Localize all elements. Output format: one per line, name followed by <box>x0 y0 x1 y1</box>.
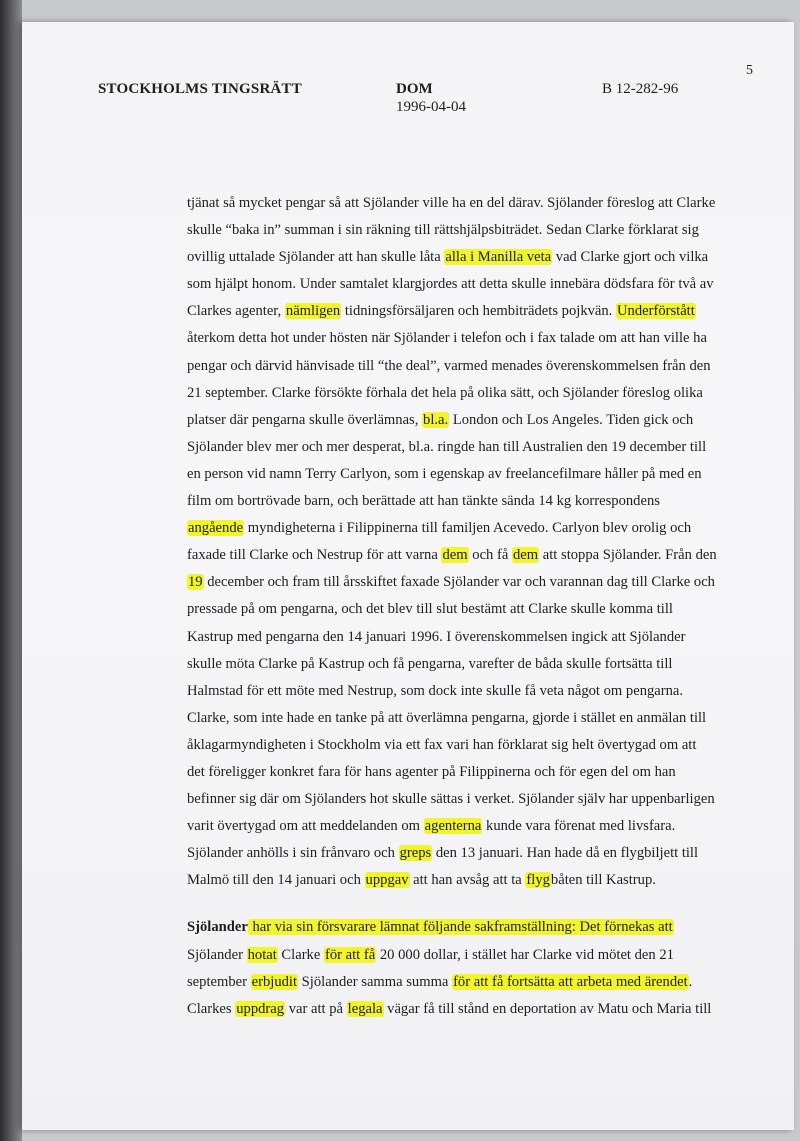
text-line <box>187 759 759 786</box>
highlighted-text: agenterna <box>424 818 482 835</box>
text-segment: platser där pengarna skulle överlämnas, <box>187 411 423 428</box>
document-type: DOM <box>396 81 433 97</box>
text-line <box>187 298 759 325</box>
highlighted-text: Underförstått <box>616 303 695 320</box>
text-line <box>187 867 759 894</box>
text-segment: vägar få till stånd en deportation av Matu och Maria till <box>383 1000 712 1017</box>
text-segment: tjänat så mycket pengar så att Sjölander ville ha en del därav. Sjölander föreslog att Clarke <box>187 195 716 211</box>
highlighted-text: greps <box>399 845 432 862</box>
text-segment: september <box>187 973 251 990</box>
text-line <box>187 651 759 678</box>
text-segment: befinner sig där om Sjölanders hot skulle sättas i verket. Sjölander själv har uppenbarligen <box>187 791 715 808</box>
text-segment: tidningsförsäljaren och hembiträdets pojkvän. <box>341 303 616 320</box>
text-segment: Sjölander samma summa <box>298 973 453 990</box>
text-line <box>187 914 759 941</box>
highlighted-text: flyg <box>526 872 550 889</box>
text-line <box>187 732 759 759</box>
text-segment: Clarke, som inte hade en tanke på att överlämna pengarna, gjorde i stället en anmälan till <box>187 709 707 726</box>
highlighted-text: dem <box>442 547 468 564</box>
text-line <box>187 434 759 461</box>
text-line <box>187 244 759 271</box>
highlighted-text: uppgav <box>365 872 409 889</box>
text-segment: skulle “baka in” summan i sin räkning till rättshjälpsbiträdet. Sedan Clarke förklarat sig <box>187 222 699 239</box>
text-segment: och få <box>468 547 512 564</box>
text-line <box>187 705 759 732</box>
text-segment: ovillig uttalade Sjölander att han skulle låta <box>187 249 445 266</box>
text-line <box>187 461 759 488</box>
text-line <box>187 353 759 380</box>
highlighted-text: erbjudit <box>251 973 298 990</box>
text-segment: film om bortrövade barn, och berättade att han tänkte sända 14 kg korrespondens <box>187 493 660 510</box>
text-line <box>187 996 759 1023</box>
text-segment: 21 september. Clarke försökte förhala det hela på olika sätt, och Sjölander föreslog olika <box>187 384 703 401</box>
highlighted-text: alla i Manilla veta <box>445 249 552 266</box>
text-segment: Halmstad för ett möte med Nestrup, som dock inte skulle få veta något om pengarna. <box>187 682 684 699</box>
text-line <box>187 542 759 569</box>
body-text <box>187 190 759 1023</box>
text-segment: båten till Kastrup. <box>550 872 656 889</box>
text-segment: att han avsåg att ta <box>409 872 526 889</box>
text-segment: pengar och därvid hänvisade till “the deal”, varmed menades överenskommelsen från den <box>187 357 711 374</box>
text-line <box>187 786 759 813</box>
text-segment: faxade till Clarke och Nestrup för att varna <box>187 547 442 564</box>
text-segment: 20 000 dollar, i stället har Clarke vid mötet den 21 <box>376 946 674 963</box>
text-line <box>187 678 759 705</box>
case-number: B 12-282-96 <box>602 81 679 97</box>
text-segment: åklagarmyndigheten i Stockholm via ett fax vari han förklarat sig helt övertygad om att <box>187 736 697 753</box>
text-line <box>187 942 759 969</box>
text-segment: vad Clarke gjort och vilka <box>552 249 709 266</box>
text-segment: var att på <box>285 1000 347 1017</box>
text-segment: Clarke <box>277 946 324 963</box>
highlighted-text: legala <box>347 1000 383 1017</box>
text-line <box>187 325 759 352</box>
court-name: STOCKHOLMS TINGSRÄTT <box>98 81 302 97</box>
text-segment: Clarkes agenter, <box>187 303 285 320</box>
page-number: 5 <box>746 63 753 78</box>
text-segment: den 13 januari. Han hade då en flygbiljett till <box>432 845 699 862</box>
highlighted-text: dem <box>512 547 539 564</box>
text-line <box>187 380 759 407</box>
text-segment: varit övertygad om att meddelanden om <box>187 818 424 835</box>
text-segment: Sjölander blev mer och mer desperat, bl.a. ringde han till Australien den 19 december till <box>187 438 707 455</box>
text-line <box>187 569 759 596</box>
text-segment: skulle möta Clarke på Kastrup och få pengarna, varefter de båda skulle fortsätta till <box>187 655 673 672</box>
text-segment: Kastrup med pengarna den 14 januari 1996. I överenskommelsen ingick att Sjölander <box>187 628 686 645</box>
text-line <box>187 596 759 623</box>
text-line <box>187 840 759 867</box>
text-segment: det föreligger konkret fara för hans agenter på Filippinerna och för egen del om han <box>187 763 676 780</box>
text-segment: december och fram till årsskiftet faxade Sjölander var och varannan dag till Clarke och <box>203 574 715 591</box>
highlighted-text: angående <box>188 520 244 537</box>
text-line <box>187 624 759 651</box>
text-line <box>187 407 759 434</box>
text-segment: som hjälpt honom. Under samtalet klargjordes att detta skulle innebära dödsfara för två av <box>187 276 714 293</box>
document-page <box>22 22 794 1130</box>
highlighted-text: bl.a. <box>423 411 449 428</box>
text-segment: . <box>688 973 693 990</box>
text-segment: Clarkes <box>187 1000 236 1017</box>
bold-name: Sjölander <box>187 919 248 936</box>
highlighted-text: för att få <box>324 946 376 963</box>
text-line <box>187 271 759 298</box>
text-segment: Sjölander anhölls i sin frånvaro och <box>187 845 399 862</box>
text-line <box>187 217 759 244</box>
text-line <box>187 488 759 515</box>
paragraph-1 <box>187 190 759 894</box>
text-segment: att stoppa Sjölander. Från den <box>539 547 717 564</box>
text-segment: pressade på om pengarna, och det blev till slut bestämt att Clarke skulle komma till <box>187 601 673 618</box>
text-line <box>187 813 759 840</box>
text-segment: Malmö till den 14 januari och <box>187 872 365 889</box>
page-shadow-edge <box>0 0 22 1141</box>
highlighted-text: för att få fortsätta att arbeta med ärendet <box>453 973 688 990</box>
text-segment: London och Los Angeles. Tiden gick och <box>449 411 694 428</box>
text-segment: återkom detta hot under hösten när Sjölander i telefon och i fax talade om att han ville ha <box>187 330 707 347</box>
document-date: 1996-04-04 <box>396 99 466 115</box>
text-line <box>187 190 759 217</box>
highlighted-text: nämligen <box>285 303 341 320</box>
highlighted-text: uppdrag <box>236 1000 285 1017</box>
highlighted-text: 19 <box>188 574 203 591</box>
text-line <box>187 969 759 996</box>
highlighted-text: hotat <box>247 946 277 963</box>
text-segment: myndigheterna i Filippinerna till familjen Acevedo. Carlyon blev orolig och <box>244 520 692 537</box>
text-segment: kunde vara förenat med livsfara. <box>482 818 676 835</box>
text-segment: Sjölander <box>187 946 247 963</box>
paragraph-2 <box>187 914 759 1022</box>
text-segment: en person vid namn Terry Carlyon, som i egenskap av freelancefilmare håller på med en <box>187 465 702 482</box>
text-line <box>187 515 759 542</box>
highlighted-text: har via sin försvarare lämnat följande sakframställning: Det förnekas att <box>248 919 673 936</box>
